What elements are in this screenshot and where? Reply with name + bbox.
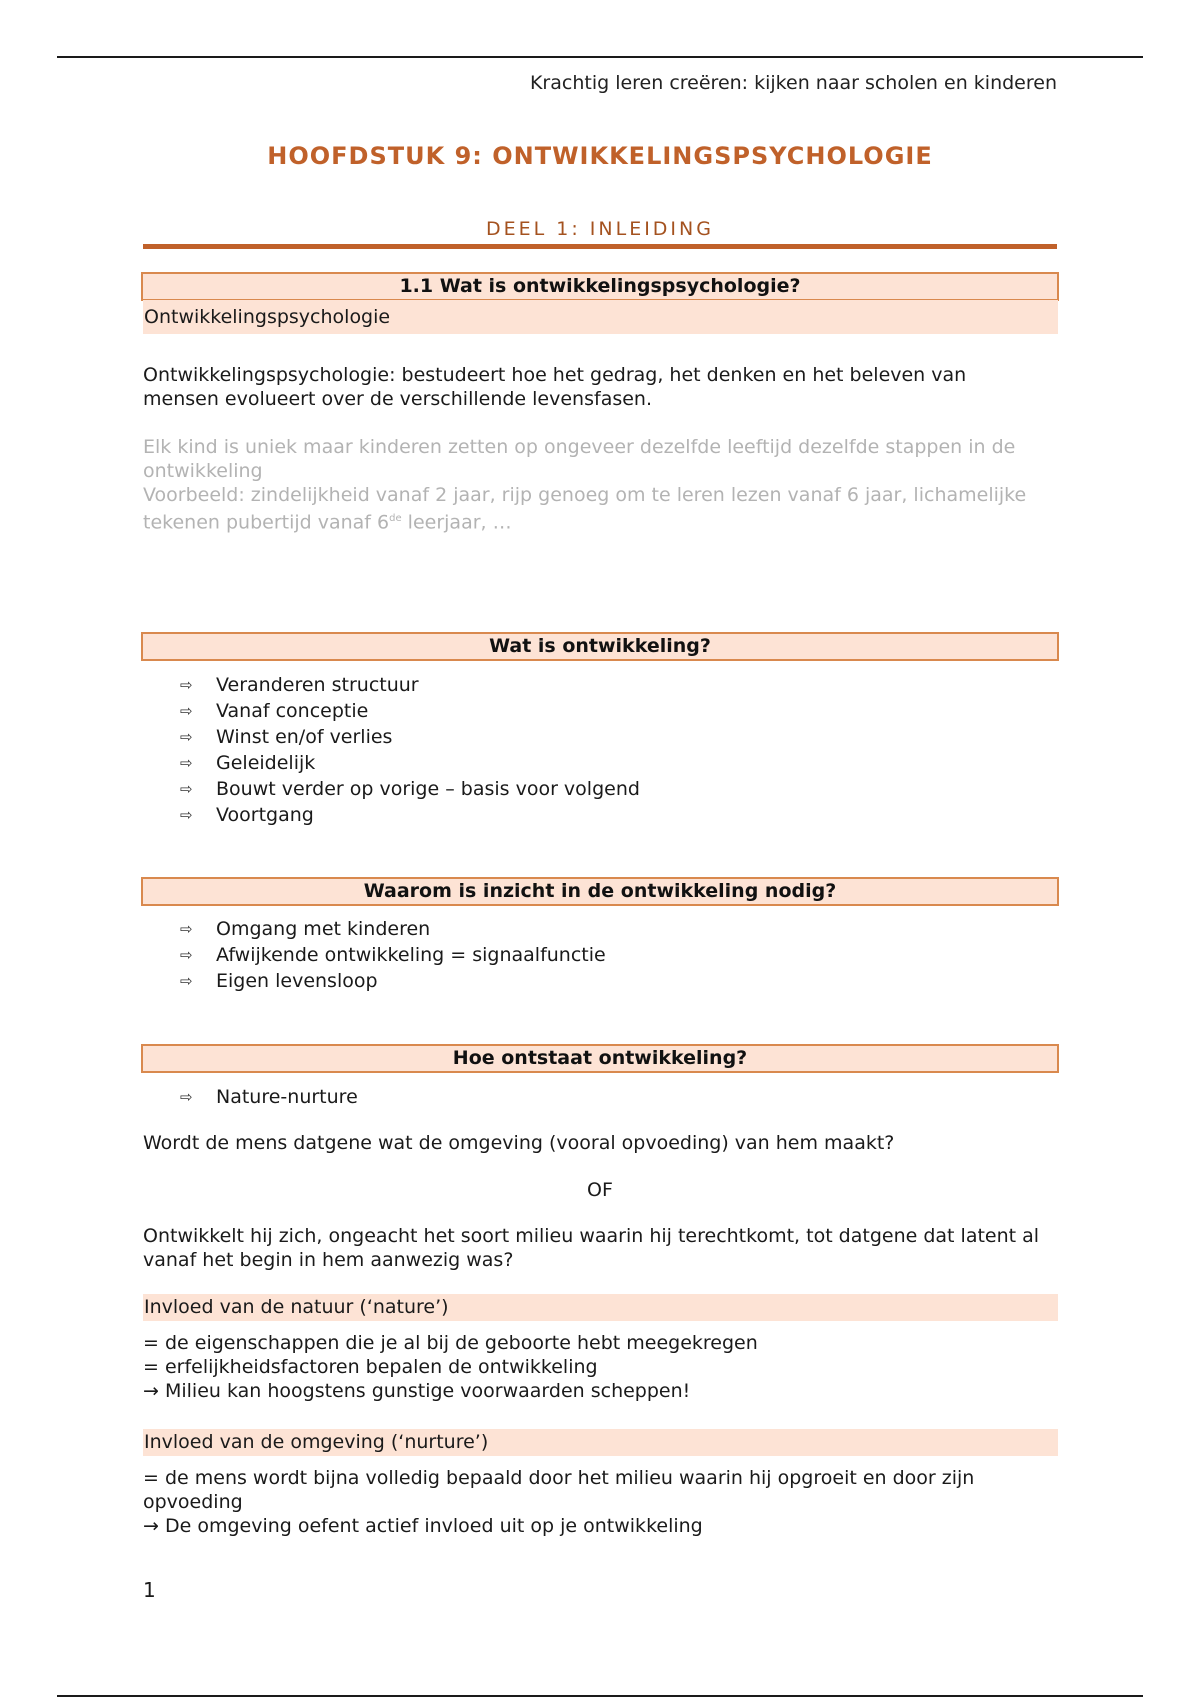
list-item: ⇨ Veranderen structuur bbox=[180, 674, 419, 696]
subheading-nature: Invloed van de natuur (‘nature’) bbox=[143, 1294, 1058, 1321]
note-uniqueness: Elk kind is uniek maar kinderen zetten op ongeveer dezelfde leeftijd dezelfde stappen in de ontwikkeling bbox=[143, 436, 1016, 482]
arrow-right-outline-icon: ⇨ bbox=[180, 676, 193, 694]
nurture-line: → De omgeving oefent actief invloed uit op je ontwikkeling bbox=[143, 1515, 703, 1537]
page-number: 1 bbox=[143, 1578, 156, 1602]
list-item: ⇨ Voortgang bbox=[180, 804, 314, 826]
subheading-ontwikkelingspsychologie: Ontwikkelingspsychologie bbox=[143, 300, 1058, 334]
list-item: ⇨ Vanaf conceptie bbox=[180, 700, 369, 722]
list-item: ⇨ Geleidelijk bbox=[180, 752, 316, 774]
arrow-right-outline-icon: ⇨ bbox=[180, 946, 193, 964]
question-nature: Ontwikkelt hij zich, ongeacht het soort milieu waarin hij terechtkomt, tot datgene dat latent al vanaf het begin in hem aanwezig was? bbox=[143, 1225, 1040, 1271]
arrow-right-outline-icon: ⇨ bbox=[180, 972, 193, 990]
bottom-rule bbox=[57, 1695, 1143, 1697]
subheading-nurture: Invloed van de omgeving (‘nurture’) bbox=[143, 1429, 1058, 1456]
section-heading-hoe-ontstaat: Hoe ontstaat ontwikkeling? bbox=[141, 1044, 1059, 1073]
section-heading-wat-is-ontwikkeling: Wat is ontwikkeling? bbox=[141, 632, 1059, 661]
arrow-right-outline-icon: ⇨ bbox=[180, 780, 193, 798]
chapter-title: HOOFDSTUK 9: ONTWIKKELINGSPSYCHOLOGIE bbox=[267, 142, 933, 170]
part-title: DEEL 1: INLEIDING bbox=[486, 218, 714, 240]
nature-explanation bbox=[143, 1331, 1043, 1403]
list-waarom-inzicht bbox=[180, 916, 606, 994]
arrow-right-outline-icon: ⇨ bbox=[180, 754, 193, 772]
arrow-right-outline-icon: ⇨ bbox=[180, 806, 193, 824]
list-item: ⇨ Eigen levensloop bbox=[180, 970, 378, 992]
section-heading-waarom-inzicht: Waarom is inzicht in de ontwikkeling nodig? bbox=[141, 877, 1059, 906]
list-item: ⇨ Bouwt verder op vorige – basis voor volgend bbox=[180, 778, 640, 800]
list-item: ⇨ Afwijkende ontwikkeling = signaalfunctie bbox=[180, 944, 606, 966]
arrow-right-outline-icon: ⇨ bbox=[180, 920, 193, 938]
nurture-explanation bbox=[143, 1466, 1043, 1538]
list-wat-is-ontwikkeling bbox=[180, 672, 640, 828]
list-item: ⇨ Winst en/of verlies bbox=[180, 726, 393, 748]
arrow-right-outline-icon: ⇨ bbox=[180, 1088, 193, 1106]
part-rule bbox=[143, 244, 1057, 249]
definition-text: Ontwikkelingspsychologie: bestudeert hoe het gedrag, het denken en het beleven van mensen evolueert over de verschillende levensfasen. bbox=[143, 364, 967, 410]
nature-line: = erfelijkheidsfactoren bepalen de ontwikkeling bbox=[143, 1356, 598, 1378]
definition-paragraph bbox=[143, 363, 1043, 411]
arrow-right-outline-icon: ⇨ bbox=[180, 702, 193, 720]
note-example: Voorbeeld: zindelijkheid vanaf 2 jaar, rijp genoeg om te leren lezen vanaf 6 jaar, lichamelijke tekenen pubertijd vanaf 6de leerjaar, … bbox=[143, 484, 1027, 534]
list-item: ⇨ Omgang met kinderen bbox=[180, 918, 431, 940]
section-heading-1-1: 1.1 Wat is ontwikkelingspsychologie? bbox=[141, 272, 1059, 301]
arrow-right-outline-icon: ⇨ bbox=[180, 728, 193, 746]
nature-line: = de eigenschappen die je al bij de geboorte hebt meegekregen bbox=[143, 1332, 758, 1354]
grey-note bbox=[143, 435, 1043, 534]
or-separator: OF bbox=[587, 1179, 613, 1201]
top-rule bbox=[57, 56, 1143, 58]
nature-line: → Milieu kan hoogstens gunstige voorwaarden scheppen! bbox=[143, 1380, 691, 1402]
running-header: Krachtig leren creëren: kijken naar scholen en kinderen bbox=[529, 72, 1057, 94]
nurture-line: = de mens wordt bijna volledig bepaald door het milieu waarin hij opgroeit en door zijn opvoeding bbox=[143, 1467, 975, 1513]
question-nurture: Wordt de mens datgene wat de omgeving (vooral opvoeding) van hem maakt? bbox=[143, 1132, 895, 1154]
list-item: ⇨ Nature-nurture bbox=[180, 1086, 358, 1108]
list-hoe-ontstaat bbox=[180, 1084, 358, 1110]
